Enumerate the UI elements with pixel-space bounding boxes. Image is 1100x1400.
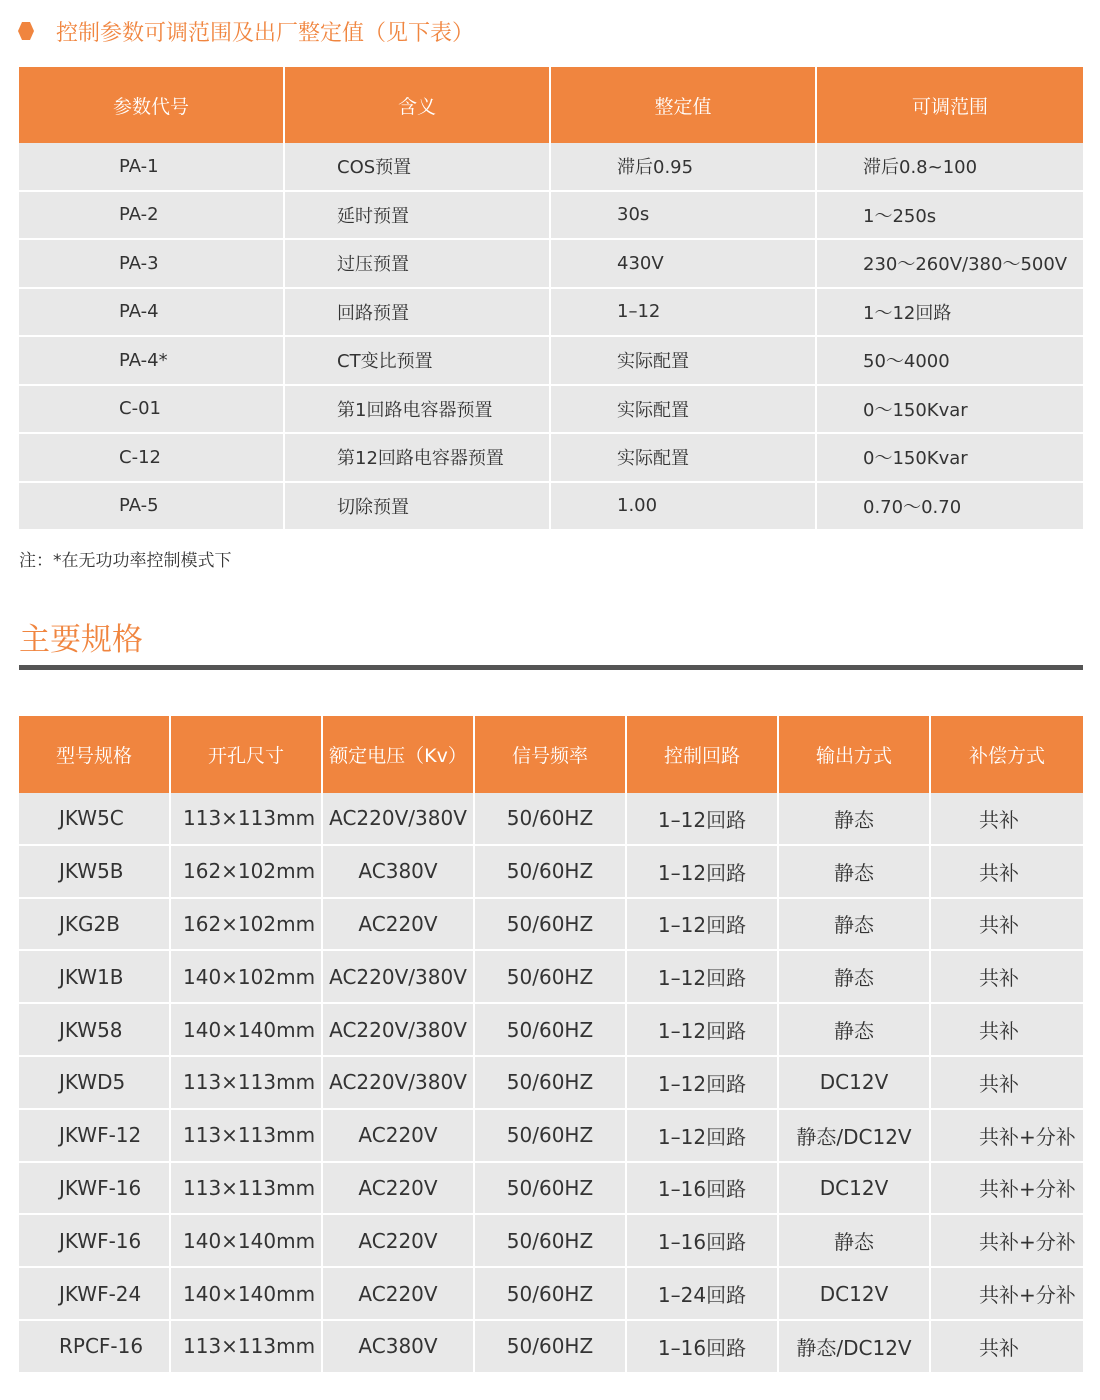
header-cell: 整定值 <box>551 67 817 143</box>
table-cell: CT变比预置 <box>285 337 551 384</box>
params-table <box>19 67 1083 531</box>
header-cell: 额定电压（Kv） <box>323 716 475 793</box>
table-cell: 50/60HZ <box>475 1321 627 1372</box>
table-cell: 162×102mm <box>171 846 323 897</box>
table-cell: PA-4* <box>19 337 285 384</box>
table-cell: 1～12回路 <box>863 302 952 324</box>
table-cell: 50/60HZ <box>475 1057 627 1108</box>
table-row <box>19 1004 1083 1057</box>
table-cell: AC220V/380V <box>323 793 475 844</box>
table-row <box>19 192 1083 241</box>
table-cell: 50/60HZ <box>475 1215 627 1266</box>
table-cell: 实际配置 <box>551 386 817 433</box>
table-cell: AC220V/380V <box>323 1057 475 1108</box>
table-cell: DC12V <box>779 1057 931 1108</box>
table-cell: JKWF-12 <box>19 1110 171 1161</box>
header-cell: 参数代号 <box>19 67 285 143</box>
header-cell: 可调范围 <box>911 95 988 118</box>
table-cell: 共补+分补 <box>979 1230 1076 1255</box>
table-cell: COS预置 <box>285 143 551 190</box>
table-cell: C-12 <box>19 434 285 481</box>
table-cell: 共补 <box>979 966 1019 991</box>
table-cell: 静态 <box>779 1004 931 1055</box>
table-cell: 共补+分补 <box>979 1124 1076 1149</box>
section-header-params <box>18 14 474 48</box>
table-cell: JKW5C <box>19 793 171 844</box>
table-cell: 162×102mm <box>171 899 323 950</box>
header-cell: 型号规格 <box>19 716 171 793</box>
table-row <box>19 846 1083 899</box>
table-cell: 实际配置 <box>551 434 817 481</box>
table-cell: 第12回路电容器预置 <box>285 434 551 481</box>
table-cell: 1–12回路 <box>627 846 779 897</box>
table-cell: 1–24回路 <box>627 1268 779 1319</box>
table-cell: AC220V <box>323 899 475 950</box>
table-cell: JKWF-16 <box>19 1163 171 1214</box>
header-cell: 控制回路 <box>627 716 779 793</box>
table-cell: 50/60HZ <box>475 1268 627 1319</box>
table-cell: 430V <box>551 240 817 287</box>
header-cell: 开孔尺寸 <box>171 716 323 793</box>
table-cell: 50/60HZ <box>475 1163 627 1214</box>
header-cell: 信号频率 <box>475 716 627 793</box>
table-cell: 50/60HZ <box>475 951 627 1002</box>
table-cell: 静态 <box>779 1215 931 1266</box>
table-cell: 共补 <box>979 860 1019 885</box>
table-cell: 静态/DC12V <box>779 1321 931 1372</box>
table-cell: 切除预置 <box>285 483 551 530</box>
table-cell: 过压预置 <box>285 240 551 287</box>
table-cell: PA-5 <box>19 483 285 530</box>
table-cell: 1–12回路 <box>627 1057 779 1108</box>
table-row <box>19 1057 1083 1110</box>
table-cell: 50/60HZ <box>475 899 627 950</box>
header-cell: 补偿方式 <box>968 745 1045 767</box>
table-row <box>19 434 1083 483</box>
section-title-specs: 主要规格 <box>19 622 143 658</box>
table-cell: 1–12回路 <box>627 1110 779 1161</box>
table-row <box>19 793 1083 846</box>
table-cell: AC220V/380V <box>323 951 475 1002</box>
table-cell: 静态 <box>779 951 931 1002</box>
table-row <box>19 337 1083 386</box>
table-cell: 140×140mm <box>171 1004 323 1055</box>
table-cell: C-01 <box>19 386 285 433</box>
table-cell: 回路预置 <box>285 289 551 336</box>
table-cell: JKW5B <box>19 846 171 897</box>
table-cell: 50～4000 <box>863 351 950 373</box>
section-title-params: 控制参数可调范围及出厂整定值（见下表） <box>56 20 475 46</box>
table-cell: 共补 <box>979 1019 1019 1044</box>
table-cell: AC380V <box>323 1321 475 1372</box>
table-cell: 1–12回路 <box>627 951 779 1002</box>
table-cell: 113×113mm <box>171 793 323 844</box>
table-cell: 共补+分补 <box>979 1177 1076 1202</box>
table-cell: 实际配置 <box>551 337 817 384</box>
table-cell: 230～260V/380～500V <box>863 254 1068 276</box>
table-cell: 静态 <box>779 793 931 844</box>
table-cell: 50/60HZ <box>475 1004 627 1055</box>
table-cell: 1–16回路 <box>627 1163 779 1214</box>
table-cell: 共补 <box>979 913 1019 938</box>
table-cell: 1–16回路 <box>627 1321 779 1372</box>
table-cell: 140×140mm <box>171 1215 323 1266</box>
header-cell: 输出方式 <box>779 716 931 793</box>
spec-table-header <box>19 716 1083 793</box>
table-row <box>19 1163 1083 1216</box>
table-cell: 1–12 <box>551 289 817 336</box>
spec-table-body <box>19 793 1083 1374</box>
table-cell: AC220V <box>323 1163 475 1214</box>
table-cell: 50/60HZ <box>475 793 627 844</box>
table-cell: 1.00 <box>551 483 817 530</box>
table-cell: AC380V <box>323 846 475 897</box>
table-row <box>19 483 1083 532</box>
table-cell: 共补 <box>979 1071 1019 1096</box>
table-cell: 静态 <box>779 899 931 950</box>
hexagon-bullet-icon <box>18 22 34 40</box>
table-row <box>19 240 1083 289</box>
table-cell: 延时预置 <box>285 192 551 239</box>
table-cell: 第1回路电容器预置 <box>285 386 551 433</box>
table-cell: 140×140mm <box>171 1268 323 1319</box>
table-row <box>19 899 1083 952</box>
table-cell: 滞后0.95 <box>551 143 817 190</box>
table-cell: 0.70～0.70 <box>863 496 962 518</box>
params-table-body <box>19 143 1083 531</box>
table-cell: AC220V/380V <box>323 1004 475 1055</box>
table-cell: JKW58 <box>19 1004 171 1055</box>
table-cell: 1–12回路 <box>627 793 779 844</box>
spec-table <box>19 716 1083 1374</box>
table-cell: 113×113mm <box>171 1110 323 1161</box>
table-cell: 113×113mm <box>171 1163 323 1214</box>
footnote: 注：*在无功功率控制模式下 <box>19 551 232 571</box>
table-row <box>19 386 1083 435</box>
table-cell: JKWD5 <box>19 1057 171 1108</box>
table-cell: JKWF-16 <box>19 1215 171 1266</box>
table-cell: PA-1 <box>19 143 285 190</box>
table-cell: 1～250s <box>863 205 937 227</box>
table-cell: JKWF-24 <box>19 1268 171 1319</box>
table-row <box>19 289 1083 338</box>
table-cell: 0～150Kvar <box>863 448 968 470</box>
table-cell: 50/60HZ <box>475 1110 627 1161</box>
table-cell: 113×113mm <box>171 1057 323 1108</box>
table-cell: DC12V <box>779 1268 931 1319</box>
table-cell: AC220V <box>323 1268 475 1319</box>
table-cell: DC12V <box>779 1163 931 1214</box>
table-cell: 共补+分补 <box>979 1283 1076 1308</box>
table-row <box>19 1268 1083 1321</box>
table-cell: 共补 <box>979 807 1019 832</box>
table-cell: 1–12回路 <box>627 899 779 950</box>
table-cell: PA-2 <box>19 192 285 239</box>
params-table-header <box>19 67 1083 143</box>
table-row <box>19 1110 1083 1163</box>
table-cell: 50/60HZ <box>475 846 627 897</box>
table-cell: RPCF-16 <box>19 1321 171 1372</box>
table-cell: 0～150Kvar <box>863 399 968 421</box>
table-cell: JKW1B <box>19 951 171 1002</box>
table-row <box>19 1321 1083 1374</box>
table-cell: PA-4 <box>19 289 285 336</box>
table-cell: AC220V <box>323 1215 475 1266</box>
table-cell: 滞后0.8~100 <box>863 157 978 179</box>
table-cell: 140×102mm <box>171 951 323 1002</box>
table-cell: 共补 <box>979 1335 1019 1360</box>
table-cell: PA-3 <box>19 240 285 287</box>
table-cell: AC220V <box>323 1110 475 1161</box>
table-row <box>19 143 1083 192</box>
table-cell: 1–12回路 <box>627 1004 779 1055</box>
section-divider <box>19 665 1083 670</box>
header-cell: 含义 <box>285 67 551 143</box>
table-cell: 113×113mm <box>171 1321 323 1372</box>
table-cell: 1–16回路 <box>627 1215 779 1266</box>
table-row <box>19 951 1083 1004</box>
table-cell: 静态 <box>779 846 931 897</box>
table-row <box>19 1215 1083 1268</box>
table-cell: 静态/DC12V <box>779 1110 931 1161</box>
table-cell: 30s <box>551 192 817 239</box>
table-cell: JKG2B <box>19 899 171 950</box>
